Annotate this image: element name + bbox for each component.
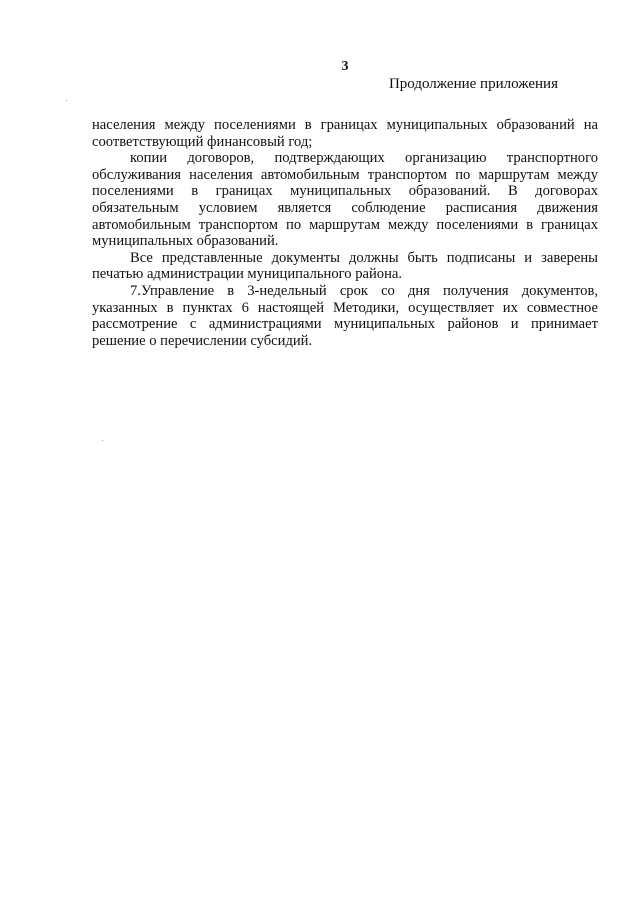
- continuation-heading: Продолжение приложения: [388, 76, 558, 92]
- scan-speck: [102, 440, 103, 441]
- scan-speck: [66, 100, 67, 101]
- paragraph-1: населения между поселениями в границах муниципальных образований на соответствующий финансовый год;: [92, 117, 598, 150]
- paragraph-4: 7.Управление в 3-недельный срок со дня получения документов, указанных в пунктах 6 настоящей Методики, осуществляет их совместное рассмотрение с администрациями муниципальных районов и принимает решение о перечислении субсидий.: [92, 282, 598, 349]
- paragraph-3: Все представленные документы должны быть подписаны и заверены печатью администрации муниципального района.: [92, 249, 598, 283]
- page-number: 3: [341, 59, 349, 74]
- document-body: [92, 117, 598, 349]
- paragraph-2: копии договоров, подтверждающих организацию транспортного обслуживания населения автомобильным транспортом по маршрутам между поселениями в границах муниципальных образований. В договорах обязательным условием является соблюдение расписания движения автомобильным транспортом по маршрутам между поселениями в границах муниципальных образований.: [92, 150, 598, 250]
